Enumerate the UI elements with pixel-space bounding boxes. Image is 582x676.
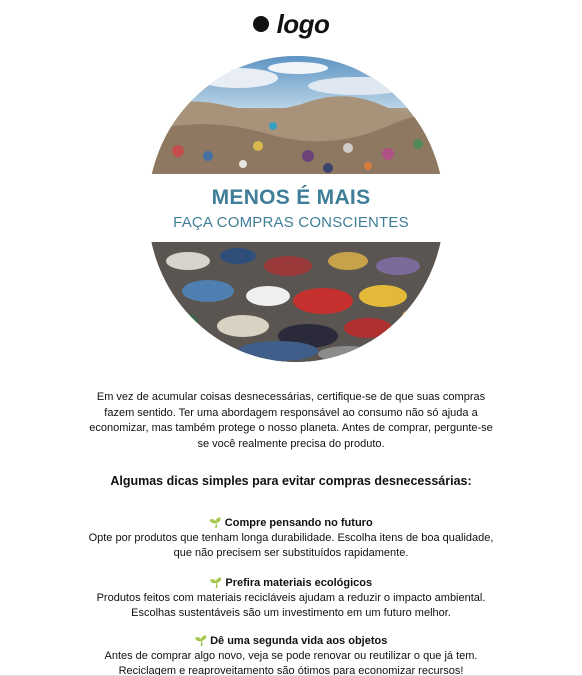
seedling-icon: 🌱 [194,636,208,647]
hero-title: MENOS É MAIS [211,186,371,209]
tip-item [60,576,522,621]
tip-text-line: Produtos feitos com materiais recicláveis ajudam a reduzir o impacto ambiental. [96,592,486,604]
tips-heading: Algumas dicas simples para evitar compras desnecessárias: [110,474,472,488]
logo-text: logo [276,8,330,39]
tip-title: Prefira materiais ecológicos [225,577,373,589]
tip-text-line: Escolhas sustentáveis são um investimento em um futuro melhor. [131,607,451,619]
tip-item [60,634,522,676]
hero-subtitle: FAÇA COMPRAS CONSCIENTES [173,214,409,231]
seedling-icon: 🌱 [209,578,223,589]
hero-text-band [120,174,462,242]
tip-text-line: Antes de comprar algo novo, veja se pode renovar ou reutilizar o que já tem. [104,650,478,662]
seedling-icon: 🌱 [209,518,222,529]
intro-paragraph: Em vez de acumular coisas desnecessárias, certifique-se de que suas compras fazem sentido. Ter uma abordagem responsável ao consumo não só ajuda a economizar, mas também protege o nosso planeta. Antes de comprar, pergunte-se se você realmente precisa do produto. [89,391,493,450]
tip-text-line: que não precisem ser substituídos rapidamente. [173,547,409,559]
tip-item [60,516,522,561]
tip-text-line: Reciclagem e reaproveitamento são ótimos para economizar recursos! [118,665,464,676]
tip-title: Dê uma segunda vida aos objetos [210,635,388,647]
logo-dot-icon [253,16,269,32]
tip-title: Compre pensando no futuro [224,517,373,529]
tip-text-line: Opte por produtos que tenham longa durabilidade. Escolha itens de boa qualidade, [88,532,494,544]
logo[interactable] [0,10,582,38]
